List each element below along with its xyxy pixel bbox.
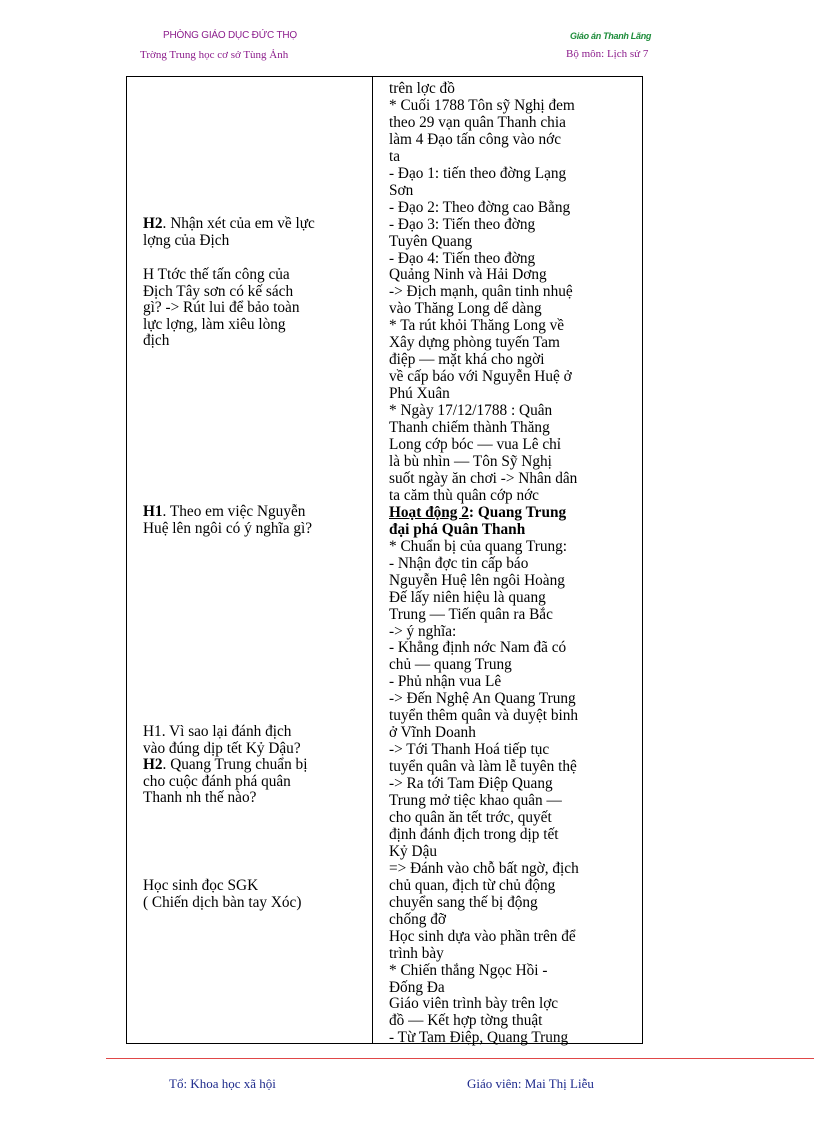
text-line: chủ quan, địch từ chủ động <box>389 876 556 894</box>
text-line: đồ — Kết hợp tờng thuật <box>389 1012 543 1030</box>
text-line: Huệ lên ngôi có ý nghĩa gì? <box>143 519 313 537</box>
text-line: Học sinh đọc SGK <box>143 877 259 894</box>
text-line: Nguyễn Huệ lên ngôi Hoàng <box>389 571 565 589</box>
header-subject: Bộ môn: Lịch sử 7 <box>566 48 649 60</box>
text-line: theo 29 vạn quân Thanh chia <box>389 113 566 131</box>
text-line: -> Đến Nghệ An Quang Trung <box>389 690 576 708</box>
text-line: - Nhận đợc tin cấp báo <box>389 554 529 572</box>
text-line: Kỷ Dậu <box>389 842 438 860</box>
question-block-5 <box>143 878 365 911</box>
text-line: - Phủ nhận vua Lê <box>389 673 502 691</box>
text-line: Trung mở tiệc khao quân — <box>389 792 562 810</box>
text-line: Phú Xuân <box>389 385 450 403</box>
text-line: H Ttớc thế tấn công của <box>143 266 290 283</box>
text-line: H2. Quang Trung chuẩn bị <box>143 756 308 773</box>
text-line: định đánh địch trong dịp tết <box>389 825 559 843</box>
text-line: Thanh nh thế nào? <box>143 789 257 806</box>
text-line: lực lợng, làm xiêu lòng <box>143 315 286 333</box>
text-line: -> Địch mạnh, quân tinh nhuệ <box>389 283 573 301</box>
question-block-1 <box>143 216 365 249</box>
lesson-table <box>126 76 643 1047</box>
text-line: cho cuộc đánh phá quân <box>143 772 291 790</box>
text-line: gì? -> Rút lui để bảo toàn <box>143 299 300 316</box>
content-lines-a <box>389 81 639 505</box>
text-line: trình bày <box>389 944 444 962</box>
text-line: Đế lấy niên hiệu là quang <box>389 588 546 606</box>
activity-heading <box>389 505 639 522</box>
question-block-3 <box>143 504 365 537</box>
text-line: làm 4 Đạo tấn công vào nớc <box>389 130 562 148</box>
text-line: địch <box>143 332 170 349</box>
text-line: ở Vĩnh Doanh <box>389 724 476 742</box>
text-line: - Đạo 2: Theo đờng cao Bằng <box>389 198 571 216</box>
text-line: * Ngày 17/12/1788 : Quân <box>389 402 553 420</box>
text-line: H1. Vì sao lại đánh địch <box>143 723 292 740</box>
text-line: => Đánh vào chỗ bất ngờ, địch <box>389 859 579 877</box>
header-right-title: Giáo án Thanh Lãng <box>570 31 652 41</box>
column-divider <box>372 77 373 1043</box>
text-line: điệp — mặt khá cho ngời <box>389 351 545 369</box>
header-department: PHÒNG GIÁO DỤC ĐỨC THỌ <box>163 30 297 41</box>
footer-teacher: Giáo viên: Mai Thị Liễu <box>467 1076 594 1091</box>
text-line: * Chiến thắng Ngọc Hồi - <box>389 961 548 979</box>
text-line: Giáo viên trình bày trên lợc <box>389 995 559 1013</box>
text-line: tuyển thêm quân và duyệt binh <box>389 707 579 725</box>
text-line: ta <box>389 147 401 165</box>
text-line: * Chuẩn bị của quang Trung: <box>389 537 568 555</box>
text-line: suốt ngày ăn chơi -> Nhân dân <box>389 469 578 487</box>
content-lines-b <box>389 539 639 1048</box>
text-line: Trung — Tiến quân ra Bắc <box>389 605 553 623</box>
text-line: Quảng Ninh và Hải Dơng <box>389 266 547 284</box>
text-line: vào đúng dịp tết Kỷ Dậu? <box>143 739 301 757</box>
text-line: trên lợc đồ <box>389 80 455 97</box>
text-line: chuyển sang thế bị động <box>389 893 538 911</box>
text-line: - Khẳng định nớc Nam đã có <box>389 639 567 657</box>
text-line: cho quân ăn tết trớc, quyết <box>389 808 552 826</box>
text-line: Học sinh dựa vào phần trên để <box>389 927 576 945</box>
text-line: H1. Theo em việc Nguyễn <box>143 503 306 520</box>
text-line: Tuyên Quang <box>389 232 473 250</box>
text-line: * Ta rút khỏi Thăng Long về <box>389 317 565 335</box>
text-line: - Từ Tam Điệp, Quang Trung <box>389 1029 569 1047</box>
question-block-4 <box>143 724 365 807</box>
text-line: - Đạo 4: Tiến theo đờng <box>389 249 536 267</box>
text-line: tuyển quân và làm lễ tuyên thệ <box>389 758 577 776</box>
text-line: Xây dựng phòng tuyến Tam <box>389 334 560 352</box>
text-line: Thanh chiếm thành Thăng <box>389 419 550 437</box>
text-line: - Đạo 1: tiến theo đờng Lạng <box>389 164 567 182</box>
text-line: ( Chiến dịch bàn tay Xóc) <box>143 893 302 911</box>
text-line: ta căm thù quân cớp nớc <box>389 486 539 504</box>
text-line: -> ý nghĩa: <box>389 622 457 640</box>
text-line: - Đạo 3: Tiến theo đờng <box>389 215 536 233</box>
text-line: về cấp báo với Nguyễn Huệ ở <box>389 368 572 386</box>
text-line: Sơn <box>389 181 414 199</box>
activity-title-1: : Quang Trung <box>468 503 567 521</box>
text-line: -> Tới Thanh Hoá tiếp tục <box>389 741 550 759</box>
text-line: vào Thăng Long dể dàng <box>389 300 542 318</box>
footer-divider <box>106 1058 814 1059</box>
text-line: Long cớp bóc — vua Lê chỉ <box>389 436 562 454</box>
right-column-content <box>389 81 639 1047</box>
text-line: -> Ra tới Tam Điệp Quang <box>389 775 553 793</box>
text-line: chủ — quang Trung <box>389 656 512 674</box>
text-line: chống đỡ <box>389 910 446 928</box>
text-line: * Cuối 1788 Tôn sỹ Nghị đem <box>389 96 575 114</box>
text-line: là bù nhìn — Tôn Sỹ Nghị <box>389 452 552 470</box>
question-block-2 <box>143 267 365 350</box>
text-line: H2. Nhận xét của em về lực <box>143 215 315 232</box>
text-line: lợng của Địch <box>143 231 230 249</box>
activity-title-2: đại phá Quân Thanh <box>389 520 526 538</box>
header-school: Trờng Trung học cơ sở Tùng Ảnh <box>140 49 289 61</box>
activity-label: Hoạt động 2 <box>389 503 469 521</box>
footer-department: Tổ: Khoa học xã hội <box>169 1076 276 1091</box>
text-line: Đống Đa <box>389 978 445 996</box>
text-line: Địch Tây sơn có kế sách <box>143 282 294 300</box>
